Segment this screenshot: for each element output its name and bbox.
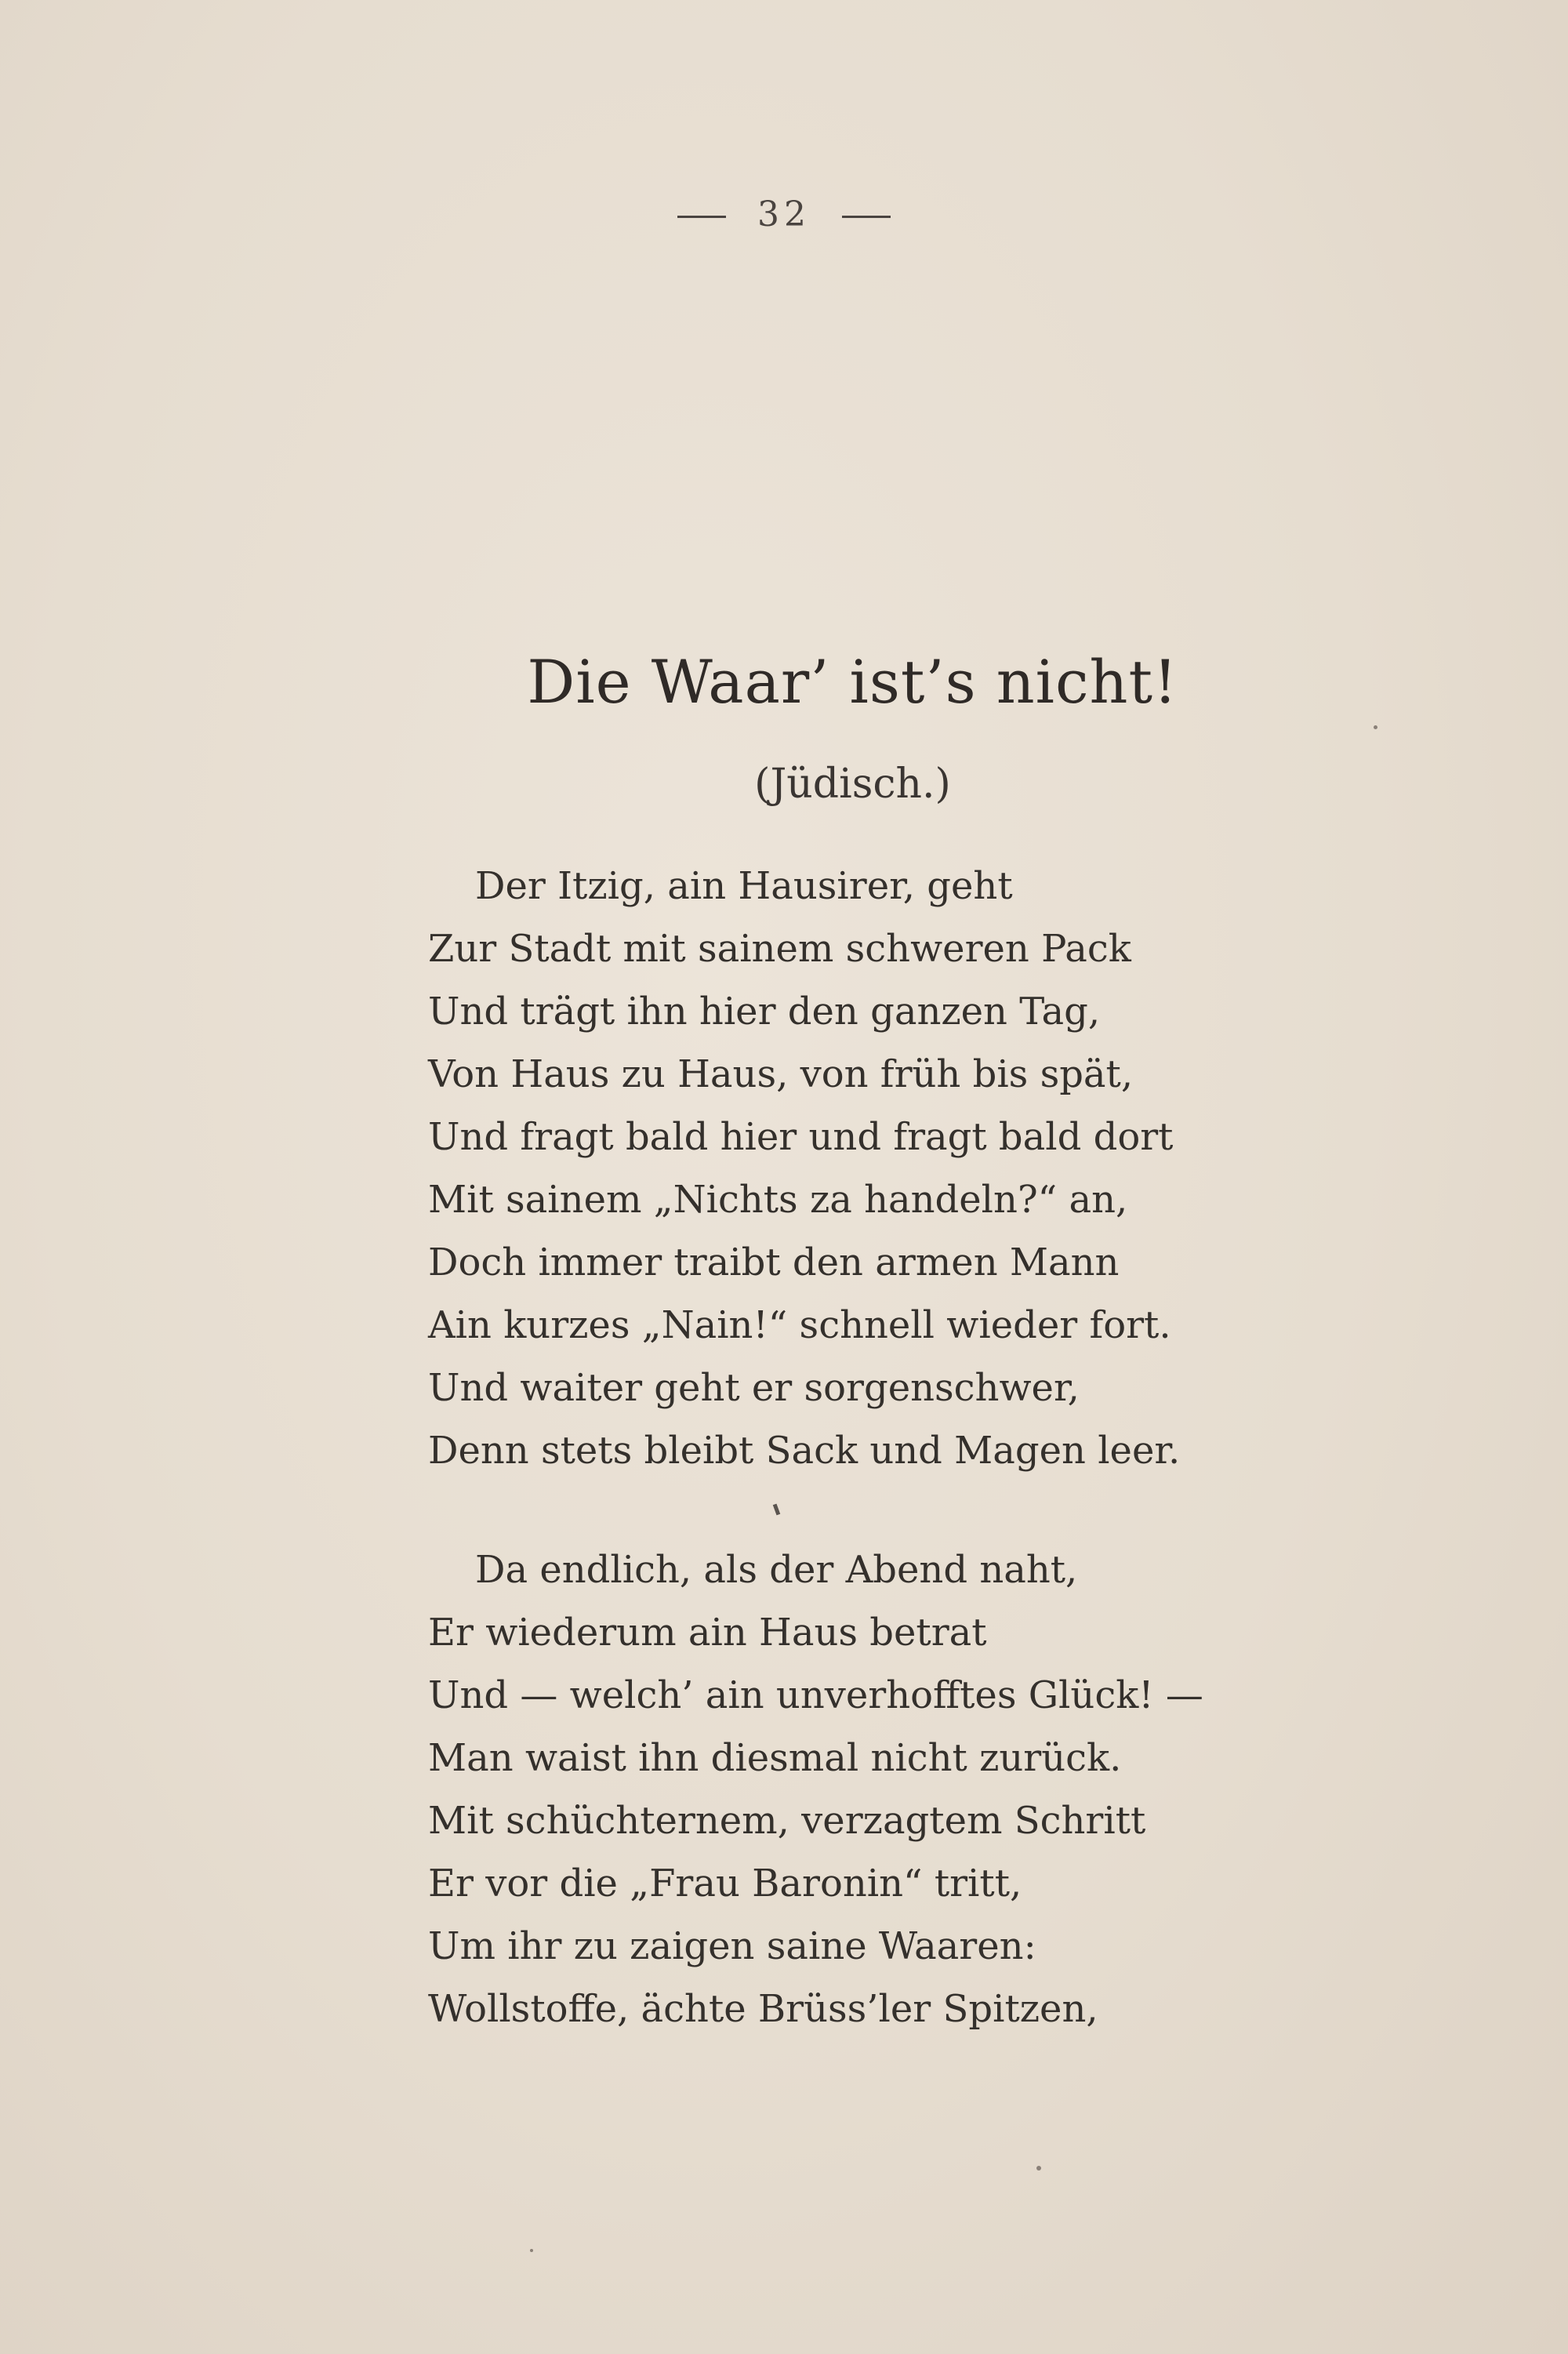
poem-line: Doch immer traibt den armen Mann: [428, 1241, 1120, 1284]
poem-line: Von Haus zu Haus, von früh bis spät,: [428, 1052, 1134, 1096]
poem-line: Mit schüchternem, verzagtem Schritt: [428, 1799, 1146, 1843]
poem-line: Wollstoffe, ächte Brüss’ler Spitzen,: [428, 1987, 1098, 2031]
poem-line: Mit sainem „Nichts za handeln?“ an,: [428, 1178, 1128, 1222]
poem-line: Und — welch’ ain unverhofftes Glück! —: [428, 1673, 1203, 1717]
poem-line: Der Itzig, ain Hausirer, geht: [475, 864, 1013, 908]
poem-line: Man waist ihn diesmal nicht zurück.: [428, 1736, 1122, 1780]
stanza-1: [428, 855, 1338, 1482]
poem-line: Er vor die „Frau Baronin“ tritt,: [428, 1862, 1022, 1905]
paper-speck: [1036, 2166, 1041, 2171]
paper-speck: [1374, 725, 1377, 729]
dash-right: [842, 216, 891, 218]
poem-line: Er wiederum ain Haus betrat: [428, 1611, 987, 1655]
poem-line: Und fragt bald hier und fragt bald dort: [428, 1115, 1174, 1159]
poem-line: Und trägt ihn hier den ganzen Tag,: [428, 990, 1101, 1034]
poem-line: Und waiter geht er sorgenschwer,: [428, 1366, 1080, 1410]
stanza-2: [428, 1538, 1338, 2040]
poem-subtitle: (Jüdisch.): [754, 761, 951, 808]
print-mark: [773, 1504, 780, 1516]
dash-left: [677, 216, 726, 218]
poem-title: Die Waar’ ist’s nicht!: [527, 647, 1178, 717]
poem-line: Denn stets bleibt Sack und Magen leer.: [428, 1429, 1181, 1473]
poem-line: Zur Stadt mit sainem schweren Pack: [428, 927, 1131, 971]
page-number: [0, 194, 1568, 234]
page-number-text: 32: [757, 194, 811, 234]
poem-line: Da endlich, als der Abend naht,: [475, 1548, 1078, 1592]
poem-line: Ain kurzes „Nain!“ schnell wieder fort.: [428, 1303, 1171, 1347]
paper-speck: [530, 2249, 533, 2252]
poem-line: Um ihr zu zaigen saine Waaren:: [428, 1924, 1036, 1968]
